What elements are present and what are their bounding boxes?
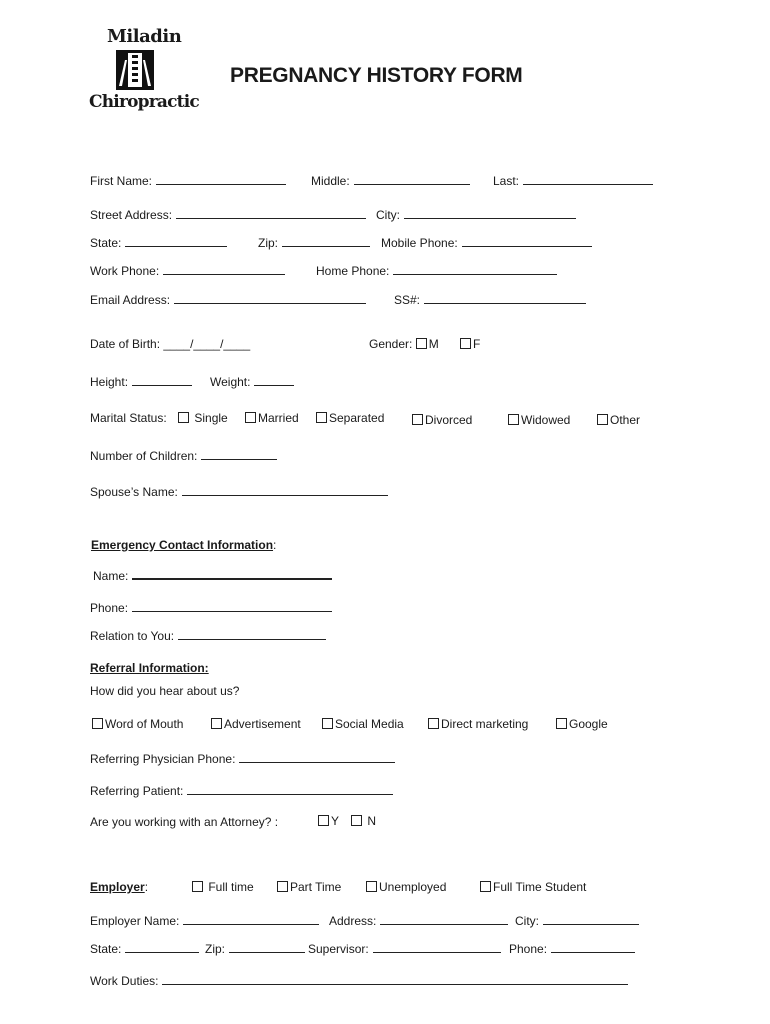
weight-field[interactable] (210, 373, 294, 389)
mobile-phone-label: Mobile Phone: (381, 236, 458, 250)
emergency-name-label: Name: (93, 569, 129, 583)
state-label: State: (90, 236, 122, 250)
last-name-label: Last: (493, 174, 520, 188)
employer-state-label: State: (90, 942, 122, 956)
marital-divorced-option[interactable] (412, 413, 472, 427)
employer-city-field[interactable] (515, 912, 639, 928)
employer-address-label: Address: (329, 914, 377, 928)
supervisor-label: Supervisor: (308, 942, 369, 956)
employer-zip-label: Zip: (205, 942, 226, 956)
marital-option-label: Widowed (521, 413, 571, 427)
home-phone-label: Home Phone: (316, 264, 390, 278)
email-field[interactable] (90, 291, 366, 307)
referral-word-of-mouth-option[interactable] (92, 717, 183, 731)
marital-status-label: Marital Status: (90, 411, 167, 425)
city-label: City: (376, 208, 400, 222)
first-name-label: First Name: (90, 174, 153, 188)
attorney-no-option[interactable] (351, 814, 376, 828)
marital-married-checkbox[interactable] (245, 412, 256, 423)
employment-checkbox[interactable] (192, 881, 203, 892)
referral-checkbox[interactable] (428, 718, 439, 729)
employer-zip-field[interactable] (205, 940, 305, 956)
marital-separated-option[interactable] (316, 411, 384, 425)
zip-label: Zip: (258, 236, 279, 250)
employer-heading: Employer: (90, 880, 149, 894)
employment-option-label: Part Time (290, 880, 342, 894)
referral-direct-marketing-option[interactable] (428, 717, 528, 731)
ssn-label: SS#: (394, 293, 421, 307)
marital-other-checkbox[interactable] (597, 414, 608, 425)
referral-option-label: Google (569, 717, 608, 731)
home-phone-field[interactable] (316, 262, 557, 278)
weight-label: Weight: (210, 375, 251, 389)
zip-field[interactable] (258, 234, 370, 250)
supervisor-field[interactable] (308, 940, 501, 956)
attorney-yes-label: Y (331, 814, 340, 828)
employment-part-time-option[interactable] (277, 880, 341, 894)
referral-option-label: Word of Mouth (105, 717, 184, 731)
employer-name-field[interactable] (90, 912, 319, 928)
ssn-field[interactable] (394, 291, 586, 307)
dob-blanks: ____/____/____ (163, 337, 251, 351)
employer-phone-label: Phone: (509, 942, 548, 956)
marital-option-label: Single (194, 411, 228, 425)
employment-option-label: Full time (208, 880, 254, 894)
city-field[interactable] (376, 206, 576, 222)
employment-checkbox[interactable] (480, 881, 491, 892)
referral-option-label: Direct marketing (441, 717, 529, 731)
emergency-relation-label: Relation to You: (90, 629, 175, 643)
emergency-phone-field[interactable] (90, 599, 332, 615)
marital-option-label: Separated (329, 411, 385, 425)
work-duties-label: Work Duties: (90, 974, 159, 988)
gender-field (369, 337, 439, 351)
employer-city-label: City: (515, 914, 539, 928)
work-duties-field[interactable] (90, 972, 628, 988)
logo-text-bottom: Chiropractic (89, 92, 199, 112)
attorney-yes-option[interactable] (318, 814, 339, 828)
referring-physician-phone-field[interactable] (90, 750, 395, 766)
employment-checkbox[interactable] (366, 881, 377, 892)
gender-f-option[interactable] (460, 337, 480, 351)
state-field[interactable] (90, 234, 227, 250)
attorney-no-label: N (367, 814, 377, 828)
marital-option-label: Divorced (425, 413, 473, 427)
referral-option-label: Social Media (335, 717, 404, 731)
attorney-yes-checkbox[interactable] (318, 815, 329, 826)
marital-married-option[interactable] (245, 411, 299, 425)
referral-google-option[interactable] (556, 717, 608, 731)
referring-physician-phone-label: Referring Physician Phone: (90, 752, 236, 766)
attorney-no-checkbox[interactable] (351, 815, 362, 826)
form-title: PREGNANCY HISTORY FORM (230, 64, 523, 87)
referral-advertisement-option[interactable] (211, 717, 301, 731)
attorney-question: Are you working with an Attorney? : (90, 815, 279, 829)
marital-widowed-option[interactable] (508, 413, 570, 427)
spouse-name-label: Spouse’s Name: (90, 485, 178, 499)
middle-name-label: Middle: (311, 174, 350, 188)
referral-checkbox[interactable] (211, 718, 222, 729)
employment-checkbox[interactable] (277, 881, 288, 892)
children-label: Number of Children: (90, 449, 198, 463)
height-label: Height: (90, 375, 129, 389)
emergency-name-field[interactable] (93, 566, 332, 583)
gender-f-checkbox[interactable] (460, 338, 471, 349)
first-name-field[interactable] (90, 172, 286, 188)
referral-social-media-option[interactable] (322, 717, 404, 731)
marital-single-option[interactable] (178, 411, 228, 425)
referral-question: How did you hear about us? (90, 684, 240, 698)
spouse-name-field[interactable] (90, 483, 388, 499)
employment-option-label: Unemployed (379, 880, 447, 894)
work-phone-label: Work Phone: (90, 264, 160, 278)
employer-phone-field[interactable] (509, 940, 635, 956)
referral-heading: Referral Information: (90, 661, 209, 675)
practice-logo (88, 26, 199, 118)
referral-checkbox[interactable] (556, 718, 567, 729)
gender-f-label: F (473, 337, 481, 351)
referral-checkbox[interactable] (92, 718, 103, 729)
work-phone-field[interactable] (90, 262, 285, 278)
employment-full-time-option[interactable] (192, 880, 254, 894)
employer-state-field[interactable] (90, 940, 199, 956)
dob-label: Date of Birth: (90, 337, 161, 351)
emergency-relation-field[interactable] (90, 627, 326, 643)
last-name-field[interactable] (493, 172, 653, 188)
marital-other-option[interactable] (597, 413, 640, 427)
employment-option-label: Full Time Student (493, 880, 587, 894)
gender-m-label: M (428, 337, 439, 351)
height-field[interactable] (90, 373, 192, 389)
dob-field[interactable] (90, 337, 250, 351)
referral-option-label: Advertisement (224, 717, 301, 731)
children-field[interactable] (90, 447, 277, 463)
street-address-label: Street Address: (90, 208, 173, 222)
marital-option-label: Other (610, 413, 641, 427)
emergency-heading: Emergency Contact Information: (91, 538, 277, 552)
middle-name-field[interactable] (311, 172, 470, 188)
referring-patient-label: Referring Patient: (90, 784, 184, 798)
marital-divorced-checkbox[interactable] (412, 414, 423, 425)
street-address-field[interactable] (90, 206, 366, 222)
marital-single-checkbox[interactable] (178, 412, 189, 423)
employer-name-label: Employer Name: (90, 914, 180, 928)
employment-student-option[interactable] (480, 880, 586, 894)
logo-text-top: Miladin (107, 26, 182, 47)
marital-separated-checkbox[interactable] (316, 412, 327, 423)
mobile-phone-field[interactable] (381, 234, 592, 250)
employer-address-field[interactable] (329, 912, 508, 928)
referring-patient-field[interactable] (90, 782, 393, 798)
employment-unemployed-option[interactable] (366, 880, 446, 894)
referral-checkbox[interactable] (322, 718, 333, 729)
emergency-phone-label: Phone: (90, 601, 129, 615)
marital-option-label: Married (258, 411, 299, 425)
gender-label: Gender: (369, 337, 413, 351)
marital-widowed-checkbox[interactable] (508, 414, 519, 425)
gender-m-checkbox[interactable] (416, 338, 427, 349)
spine-logo-icon (116, 50, 154, 90)
email-label: Email Address: (90, 293, 171, 307)
